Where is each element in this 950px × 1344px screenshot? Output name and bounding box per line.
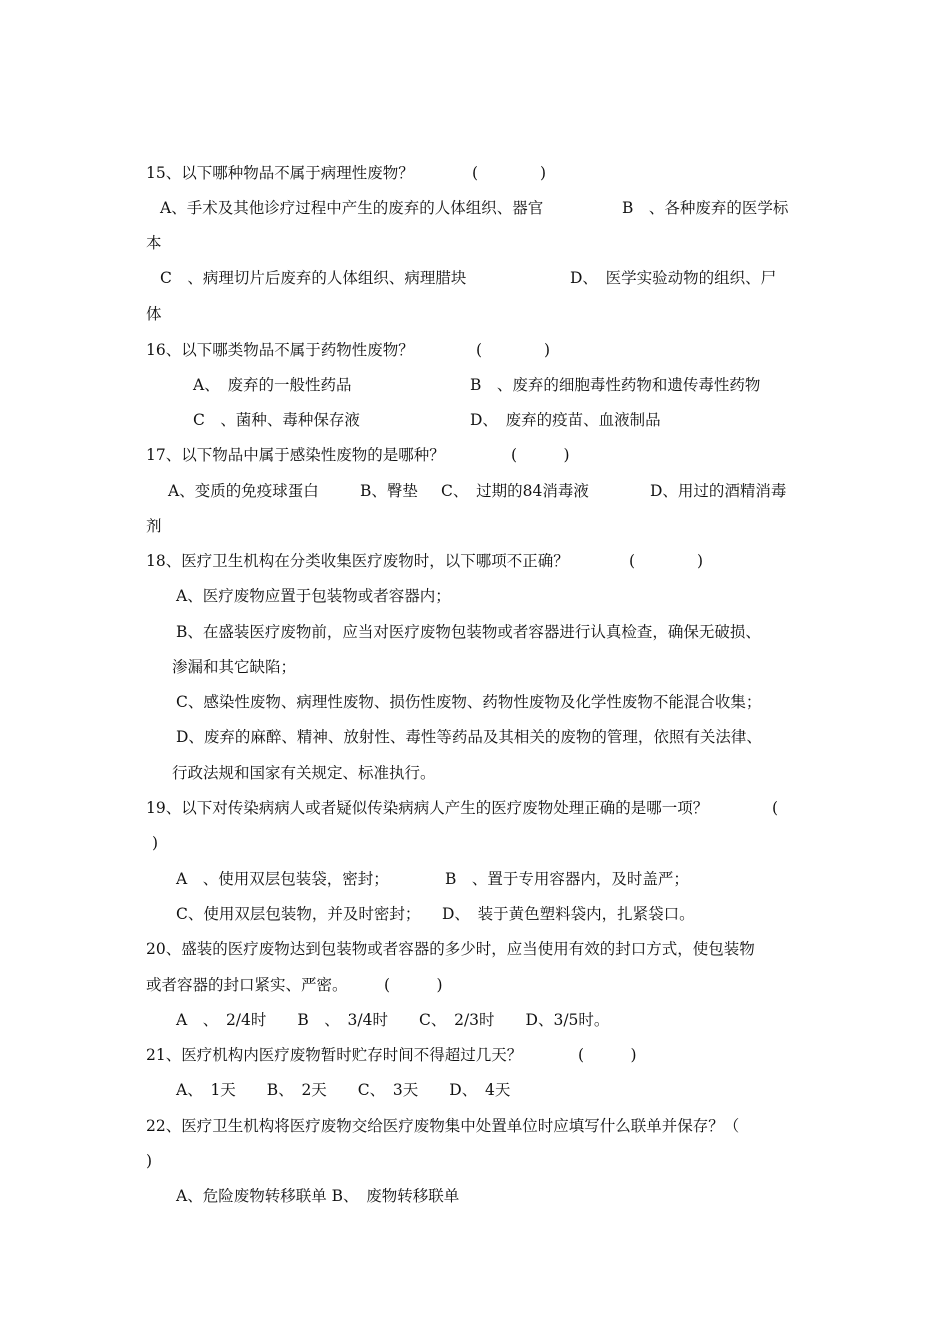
- q16-option-d: D、 废弃的疫苗、血液制品: [470, 411, 661, 429]
- q17-option-d-continued: 剂: [146, 517, 162, 535]
- q17-option-c: C、 过期的84消毒液: [441, 482, 589, 500]
- q19-option-b: B 、置于专用容器内，及时盖严；: [445, 870, 689, 888]
- q16-stem: 16、以下哪类物品不属于药物性废物？: [146, 341, 414, 359]
- q18-option-b-continued: 渗漏和其它缺陷；: [172, 658, 297, 676]
- q19-option-c: C、使用双层包装物，并及时密封；: [176, 905, 421, 923]
- q17-option-line: [168, 481, 787, 501]
- q15-option-d: D、 医学实验动物的组织、尸: [570, 269, 777, 287]
- q18-option-d: D、废弃的麻醉、精神、放射性、毒性等药品及其相关的废物的管理，依照有关法律、: [176, 728, 762, 746]
- q18-option-c: C、感染性废物、病理性废物、损伤性废物、药物性废物及化学性废物不能混合收集；: [176, 693, 762, 711]
- q15-option-line-2: [160, 268, 777, 288]
- q15-option-a: A、手术及其他诊疗过程中产生的废弃的人体组织、器官: [160, 199, 544, 217]
- q16-option-c: C 、菌种、毒种保存液: [193, 411, 360, 429]
- q17-answer-paren: ( ): [511, 446, 570, 464]
- q16-option-b: B 、废弃的细胞毒性药物和遗传毒性药物: [470, 376, 761, 394]
- q21-answer-paren: ( ): [578, 1046, 637, 1064]
- q16-answer-paren: ( ): [476, 341, 551, 359]
- q20-stem: 20、盛装的医疗废物达到包装物或者容器的多少时，应当使用有效的封口方式，使包装物: [146, 940, 755, 958]
- q19-option-line-2: [176, 904, 695, 924]
- q19-answer-paren-open: (: [772, 799, 779, 817]
- q15-option-d-continued: 体: [146, 305, 162, 323]
- q16-option-a: A、 废弃的一般性药品: [193, 376, 352, 394]
- q21-options: A、 1天 B、 2天 C、 3天 D、 4天: [176, 1081, 511, 1099]
- q15-stem: 15、以下哪种物品不属于病理性废物？: [146, 164, 414, 182]
- q17-stem-line: [146, 445, 570, 465]
- q20-stem-line-2: [146, 975, 443, 995]
- q18-option-d-continued: 行政法规和国家有关规定、标准执行。: [172, 764, 436, 782]
- q18-stem: 18、医疗卫生机构在分类收集医疗废物时，以下哪项不正确？: [146, 552, 569, 570]
- q21-stem: 21、医疗机构内医疗废物暂时贮存时间不得超过几天？: [146, 1046, 523, 1064]
- q19-option-line-1: [176, 869, 689, 889]
- q18-option-a: A、医疗废物应置于包装物或者容器内；: [176, 587, 451, 605]
- q19-answer-paren-close: ): [152, 834, 159, 852]
- q17-stem: 17、以下物品中属于感染性废物的是哪种？: [146, 446, 445, 464]
- q16-stem-line: [146, 340, 551, 360]
- q19-option-a: A 、使用双层包装袋，密封；: [176, 870, 389, 888]
- q16-option-line-2: [193, 410, 661, 430]
- q20-answer-paren: ( ): [384, 976, 443, 994]
- q15-option-b-continued: 本: [146, 234, 162, 252]
- q20-options: A 、 2/4时 B 、 3/4时 C、 2/3时 D、3/5时。: [176, 1011, 610, 1029]
- q15-option-b: B 、各种废弃的医学标: [622, 199, 789, 217]
- q17-option-d: D、用过的酒精消毒: [650, 482, 787, 500]
- q22-options: A、危险废物转移联单 B、 废物转移联单: [176, 1187, 460, 1205]
- q20-stem-continued: 或者容器的封口紧实、严密。: [146, 976, 348, 994]
- q18-stem-line: [146, 551, 704, 571]
- q22-stem: 22、医疗卫生机构将医疗废物交给医疗废物集中处置单位时应填写什么联单并保存？（: [146, 1117, 740, 1135]
- q19-stem: 19、以下对传染病病人或者疑似传染病病人产生的医疗废物处理正确的是哪一项？: [146, 799, 709, 817]
- q19-option-d: D、 装于黄色塑料袋内，扎紧袋口。: [442, 905, 695, 923]
- q18-option-b: B、在盛装医疗废物前，应当对医疗废物包装物或者容器进行认真检查，确保无破损、: [176, 623, 761, 641]
- q19-stem-line: [146, 798, 779, 818]
- q18-answer-paren: ( ): [629, 552, 704, 570]
- q15-option-line-1: [160, 198, 789, 218]
- q15-option-c: C 、病理切片后废弃的人体组织、病理腊块: [160, 269, 467, 287]
- q22-answer-paren-close: ): [146, 1152, 153, 1170]
- q16-option-line-1: [193, 375, 761, 395]
- q21-stem-line: [146, 1045, 637, 1065]
- q15-answer-paren: ( ): [472, 164, 547, 182]
- q15-stem-line: [146, 163, 547, 183]
- q17-option-a: A、变质的免疫球蛋白: [168, 482, 319, 500]
- q17-option-b: B、臀垫: [360, 482, 418, 500]
